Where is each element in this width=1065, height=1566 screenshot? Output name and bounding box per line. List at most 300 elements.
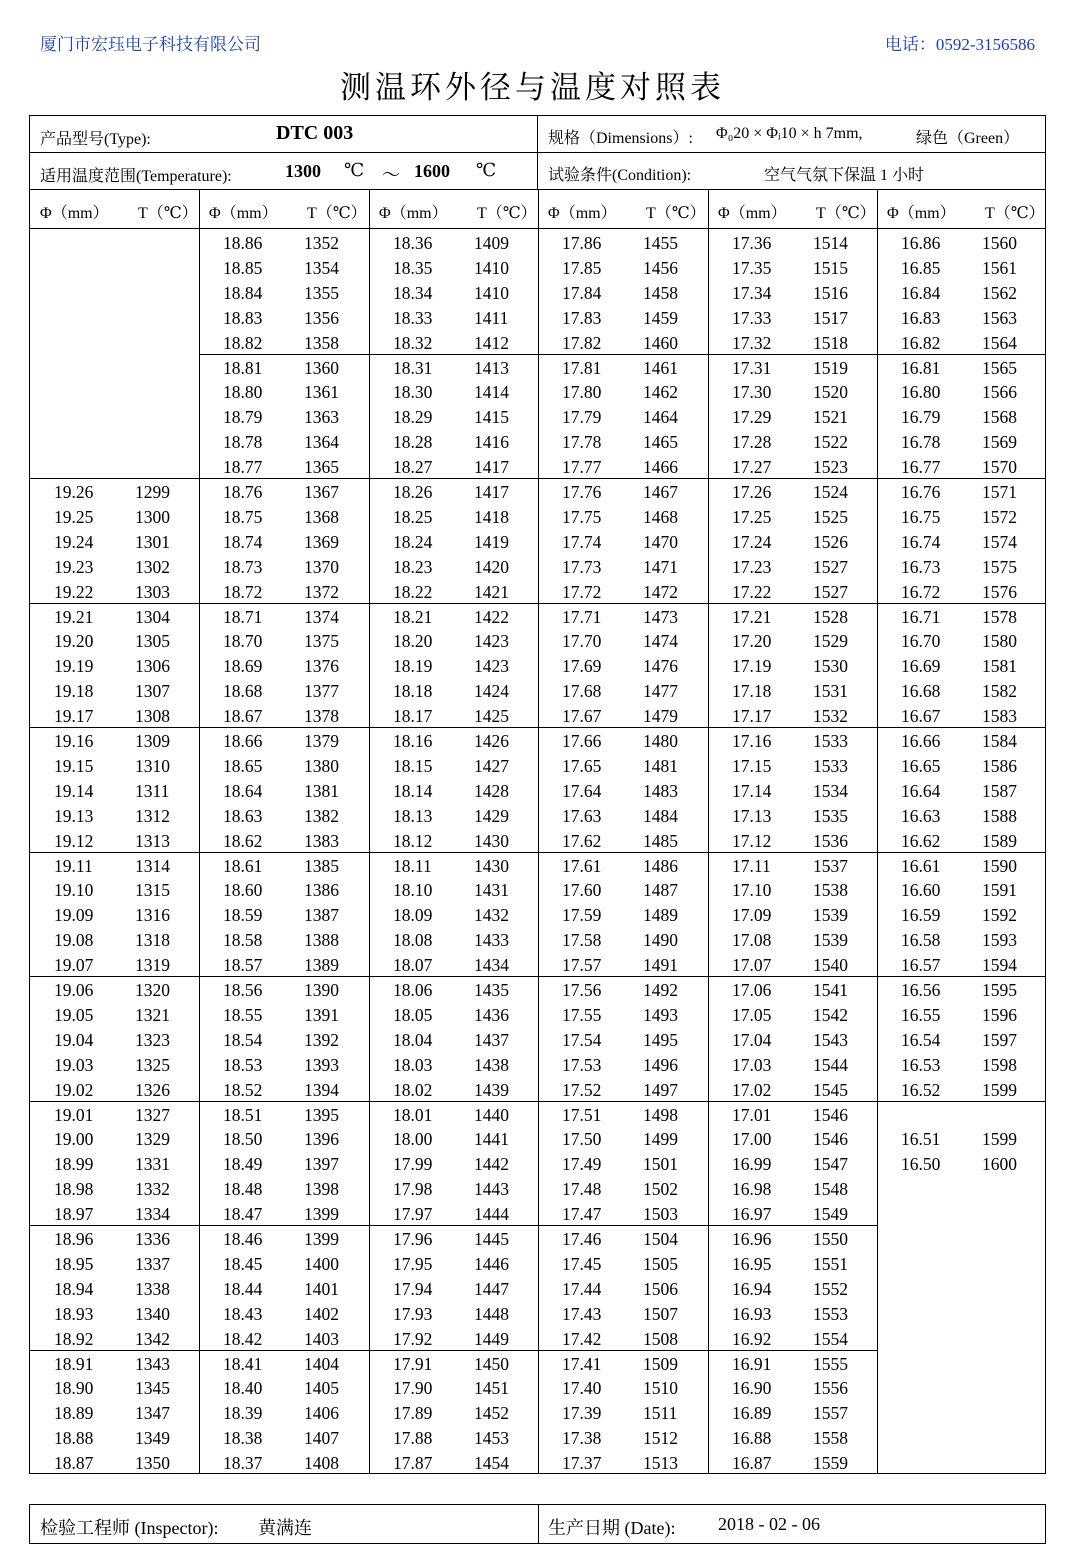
diameter-cell: 18.55	[223, 1004, 263, 1025]
temperature-cell: 1375	[304, 631, 339, 652]
row-group-separator	[708, 354, 877, 355]
temperature-cell: 1501	[643, 1154, 678, 1175]
diameter-cell: 16.98	[732, 1179, 772, 1200]
diameter-cell: 18.82	[223, 332, 263, 353]
diameter-cell: 17.48	[562, 1179, 602, 1200]
temperature-cell: 1412	[474, 332, 509, 353]
temperature-cell: 1586	[982, 755, 1017, 776]
row-group-separator	[877, 727, 1045, 728]
temperature-cell: 1555	[813, 1353, 848, 1374]
row-group-separator	[369, 1350, 538, 1351]
temperature-cell: 1399	[304, 1204, 339, 1225]
diameter-cell: 18.20	[393, 631, 433, 652]
temperature-cell: 1540	[813, 955, 848, 976]
column-divider	[369, 190, 370, 1473]
temperature-cell: 1596	[982, 1004, 1017, 1025]
temperature-cell: 1447	[474, 1278, 509, 1299]
temperature-cell: 1504	[643, 1229, 678, 1249]
temperature-cell: 1539	[813, 930, 848, 951]
temperature-cell: 1483	[643, 780, 678, 801]
diameter-cell: 17.59	[562, 905, 602, 926]
temperature-cell: 1345	[135, 1378, 170, 1399]
temperature-cell: 1417	[474, 457, 509, 478]
diameter-cell: 18.85	[223, 257, 263, 278]
temperature-cell: 1440	[474, 1104, 509, 1125]
diameter-cell: 18.77	[223, 457, 263, 478]
temperature-cell: 1484	[643, 805, 678, 826]
temperature-cell: 1319	[135, 955, 170, 976]
diameter-cell: 19.15	[54, 755, 94, 776]
temperature-cell: 1532	[813, 706, 848, 727]
temperature-cell: 1343	[135, 1353, 170, 1374]
diameter-cell: 17.42	[562, 1328, 602, 1349]
temperature-cell: 1391	[304, 1004, 339, 1025]
diameter-cell: 16.65	[901, 755, 941, 776]
diameter-cell: 16.74	[901, 531, 941, 552]
temperature-cell: 1410	[474, 282, 509, 303]
temperature-cell: 1583	[982, 706, 1017, 727]
diameter-cell: 16.70	[901, 631, 941, 652]
temperature-cell: 1467	[643, 482, 678, 502]
row-group-separator	[708, 727, 877, 728]
temperature-cell: 1400	[304, 1253, 339, 1274]
diameter-cell: 18.70	[223, 631, 263, 652]
temperature-cell: 1418	[474, 506, 509, 527]
diameter-cell: 18.66	[223, 731, 263, 751]
temperature-cell: 1406	[304, 1403, 339, 1424]
temperature-cell: 1588	[982, 805, 1017, 826]
temperature-cell: 1546	[813, 1129, 848, 1150]
diameter-cell: 18.07	[393, 955, 433, 976]
diameter-cell: 17.27	[732, 457, 772, 478]
temperature-cell: 1474	[643, 631, 678, 652]
diameter-cell: 16.64	[901, 780, 941, 801]
row-group-separator	[538, 852, 708, 853]
diameter-cell: 16.81	[901, 357, 941, 378]
diameter-cell: 19.26	[54, 482, 94, 502]
diameter-cell: 18.57	[223, 955, 263, 976]
temperature-cell: 1464	[643, 407, 678, 428]
diameter-cell: 18.49	[223, 1154, 263, 1175]
diameter-cell: 16.68	[901, 681, 941, 702]
temperature-cell: 1424	[474, 681, 509, 702]
row-group-separator	[538, 603, 708, 604]
diameter-cell: 18.95	[54, 1253, 94, 1274]
temperature-cell: 1570	[982, 457, 1017, 478]
temperature-cell: 1524	[813, 482, 848, 502]
temperature-cell: 1452	[474, 1403, 509, 1424]
temperature-cell: 1396	[304, 1129, 339, 1150]
temperature-cell: 1551	[813, 1253, 848, 1274]
temperature-cell: 1321	[135, 1004, 170, 1025]
temperature-cell: 1329	[135, 1129, 170, 1150]
diameter-cell: 18.39	[223, 1403, 263, 1424]
diameter-cell: 17.24	[732, 531, 772, 552]
temperature-cell: 1506	[643, 1278, 678, 1299]
temperature-cell: 1342	[135, 1328, 170, 1349]
temperature-cell: 1419	[474, 531, 509, 552]
temperature-cell: 1479	[643, 706, 678, 727]
diameter-cell: 18.75	[223, 506, 263, 527]
temperature-cell: 1442	[474, 1154, 509, 1175]
diameter-cell: 16.94	[732, 1278, 772, 1299]
temperature-cell: 1522	[813, 432, 848, 453]
temperature-cell: 1539	[813, 905, 848, 926]
diameter-cell: 18.15	[393, 755, 433, 776]
diameter-cell: 16.87	[732, 1453, 772, 1474]
diameter-cell: 16.97	[732, 1204, 772, 1225]
temperature-cell: 1315	[135, 880, 170, 901]
temperature-cell: 1398	[304, 1179, 339, 1200]
diameter-cell: 18.90	[54, 1378, 94, 1399]
diameter-cell: 17.15	[732, 755, 772, 776]
diameter-cell: 18.80	[223, 382, 263, 403]
row-group-separator	[538, 1225, 708, 1226]
temperature-cell: 1491	[643, 955, 678, 976]
diameter-cell: 17.20	[732, 631, 772, 652]
temperature-cell: 1430	[474, 855, 509, 876]
dimensions-label: 规格（Dimensions）:	[548, 130, 693, 147]
temperature-cell: 1473	[643, 606, 678, 627]
temperature-cell: 1560	[982, 233, 1017, 253]
temperature-cell: 1385	[304, 855, 339, 876]
diameter-cell: 17.03	[732, 1054, 772, 1075]
temperature-cell: 1477	[643, 681, 678, 702]
temperature-cell: 1303	[135, 581, 170, 602]
temperature-cell: 1425	[474, 706, 509, 727]
diameter-cell: 17.36	[732, 233, 772, 253]
temperature-cell: 1587	[982, 780, 1017, 801]
row-group-separator	[369, 1101, 538, 1102]
temperature-cell: 1378	[304, 706, 339, 727]
temperature-cell: 1459	[643, 307, 678, 328]
temperature-cell: 1591	[982, 880, 1017, 901]
row-group-separator	[30, 727, 199, 728]
diameter-cell: 17.22	[732, 581, 772, 602]
temperature-cell: 1462	[643, 382, 678, 403]
temperature-cell: 1528	[813, 606, 848, 627]
date-label: 生产日期 (Date):	[548, 1518, 676, 1538]
diameter-cell: 17.98	[393, 1179, 433, 1200]
column-header-phi: Φ（mm）	[209, 205, 278, 222]
diameter-cell: 18.42	[223, 1328, 263, 1349]
temperature-cell: 1593	[982, 930, 1017, 951]
temperature-cell: 1499	[643, 1129, 678, 1150]
temperature-cell: 1308	[135, 706, 170, 727]
diameter-cell: 18.19	[393, 656, 433, 677]
diameter-cell: 17.34	[732, 282, 772, 303]
temperature-cell: 1450	[474, 1353, 509, 1374]
temperature-cell: 1427	[474, 755, 509, 776]
column-header-temperature: T（℃）	[985, 205, 1045, 222]
column-header-temperature: T（℃）	[477, 205, 537, 222]
diameter-cell: 17.12	[732, 830, 772, 851]
diameter-cell: 18.25	[393, 506, 433, 527]
temperature-cell: 1309	[135, 731, 170, 751]
temperature-cell: 1354	[304, 257, 339, 278]
diameter-cell: 17.95	[393, 1253, 433, 1274]
diameter-cell: 18.08	[393, 930, 433, 951]
temperature-cell: 1422	[474, 606, 509, 627]
diameter-cell: 17.83	[562, 307, 602, 328]
diameter-cell: 19.07	[54, 955, 94, 976]
diameter-cell: 17.07	[732, 955, 772, 976]
diameter-cell: 18.93	[54, 1303, 94, 1324]
temperature-cell: 1558	[813, 1428, 848, 1449]
column-header-phi: Φ（mm）	[548, 205, 617, 222]
row-group-separator	[30, 1101, 199, 1102]
row-group-separator	[708, 852, 877, 853]
temperature-cell: 1314	[135, 855, 170, 876]
diameter-cell: 19.18	[54, 681, 94, 702]
diameter-cell: 17.23	[732, 556, 772, 577]
diameter-cell: 16.73	[901, 556, 941, 577]
diameter-cell: 18.51	[223, 1104, 263, 1125]
column-header-phi: Φ（mm）	[887, 205, 956, 222]
temperature-cell: 1490	[643, 930, 678, 951]
diameter-cell: 18.60	[223, 880, 263, 901]
temperature-cell: 1334	[135, 1204, 170, 1225]
row-group-separator	[538, 1101, 708, 1102]
diameter-cell: 17.55	[562, 1004, 602, 1025]
diameter-cell: 16.55	[901, 1004, 941, 1025]
diameter-cell: 19.25	[54, 506, 94, 527]
diameter-cell: 18.94	[54, 1278, 94, 1299]
temperature-cell: 1431	[474, 880, 509, 901]
diameter-cell: 17.82	[562, 332, 602, 353]
temperature-cell: 1599	[982, 1129, 1017, 1150]
diameter-cell: 17.28	[732, 432, 772, 453]
temperature-cell: 1349	[135, 1428, 170, 1449]
temperature-cell: 1429	[474, 805, 509, 826]
temperature-cell: 1460	[643, 332, 678, 353]
diameter-cell: 18.10	[393, 880, 433, 901]
diameter-cell: 19.08	[54, 930, 94, 951]
temperature-cell: 1546	[813, 1104, 848, 1125]
temperature-cell: 1377	[304, 681, 339, 702]
diameter-cell: 18.01	[393, 1104, 433, 1125]
temperature-cell: 1390	[304, 980, 339, 1000]
diameter-cell: 17.57	[562, 955, 602, 976]
temperature-cell: 1347	[135, 1403, 170, 1424]
temperature-cell: 1533	[813, 755, 848, 776]
diameter-cell: 17.52	[562, 1079, 602, 1100]
temperature-cell: 1537	[813, 855, 848, 876]
diameter-cell: 17.74	[562, 531, 602, 552]
diameter-cell: 18.54	[223, 1029, 263, 1050]
diameter-cell: 16.61	[901, 855, 941, 876]
temperature-cell: 1485	[643, 830, 678, 851]
diameter-cell: 18.43	[223, 1303, 263, 1324]
temperature-cell: 1336	[135, 1229, 170, 1249]
diameter-cell: 17.44	[562, 1278, 602, 1299]
diameter-cell: 18.61	[223, 855, 263, 876]
diameter-cell: 18.28	[393, 432, 433, 453]
diameter-cell: 18.98	[54, 1179, 94, 1200]
diameter-cell: 18.71	[223, 606, 263, 627]
diameter-cell: 16.76	[901, 482, 941, 502]
temperature-cell: 1531	[813, 681, 848, 702]
column-divider	[199, 190, 200, 1473]
temperature-cell: 1388	[304, 930, 339, 951]
diameter-cell: 17.32	[732, 332, 772, 353]
temperature-cell: 1417	[474, 482, 509, 502]
diameter-cell: 17.96	[393, 1229, 433, 1249]
temperature-cell: 1446	[474, 1253, 509, 1274]
diameter-cell: 18.09	[393, 905, 433, 926]
diameter-cell: 18.48	[223, 1179, 263, 1200]
temperature-cell: 1476	[643, 656, 678, 677]
temperature-cell: 1511	[643, 1403, 678, 1424]
row-group-separator	[708, 1101, 877, 1102]
temperature-cell: 1397	[304, 1154, 339, 1175]
temperature-cell: 1507	[643, 1303, 678, 1324]
diameter-cell: 16.59	[901, 905, 941, 926]
diameter-cell: 18.62	[223, 830, 263, 851]
temperature-cell: 1465	[643, 432, 678, 453]
info-row-temperature	[30, 153, 1045, 190]
temperature-cell: 1402	[304, 1303, 339, 1324]
temperature-cell: 1416	[474, 432, 509, 453]
diameter-cell: 16.66	[901, 731, 941, 751]
temperature-cell: 1332	[135, 1179, 170, 1200]
temperature-cell: 1542	[813, 1004, 848, 1025]
diameter-cell: 16.57	[901, 955, 941, 976]
diameter-cell: 18.29	[393, 407, 433, 428]
diameter-cell: 19.05	[54, 1004, 94, 1025]
inspector-name: 黄满连	[258, 1518, 312, 1538]
diameter-cell: 18.12	[393, 830, 433, 851]
diameter-cell: 19.17	[54, 706, 94, 727]
temperature-cell: 1548	[813, 1179, 848, 1200]
temperature-cell: 1331	[135, 1154, 170, 1175]
diameter-cell: 17.89	[393, 1403, 433, 1424]
temperature-cell: 1444	[474, 1204, 509, 1225]
temperature-cell: 1520	[813, 382, 848, 403]
diameter-cell: 17.79	[562, 407, 602, 428]
diameter-cell: 18.96	[54, 1229, 94, 1249]
diameter-cell: 17.73	[562, 556, 602, 577]
temperature-cell: 1435	[474, 980, 509, 1000]
diameter-cell: 17.29	[732, 407, 772, 428]
diameter-cell: 18.18	[393, 681, 433, 702]
temperature-cell: 1380	[304, 755, 339, 776]
row-group-separator	[30, 852, 199, 853]
diameter-cell: 17.61	[562, 855, 602, 876]
diameter-cell: 17.66	[562, 731, 602, 751]
diameter-cell: 17.37	[562, 1453, 602, 1474]
diameter-cell: 19.01	[54, 1104, 94, 1125]
temperature-cell: 1566	[982, 382, 1017, 403]
diameter-cell: 18.02	[393, 1079, 433, 1100]
diameter-cell: 18.35	[393, 257, 433, 278]
diameter-cell: 18.00	[393, 1129, 433, 1150]
diameter-cell: 18.78	[223, 432, 263, 453]
diameter-cell: 16.88	[732, 1428, 772, 1449]
column-divider	[877, 190, 878, 1473]
temperature-cell: 1598	[982, 1054, 1017, 1075]
temperature-cell: 1458	[643, 282, 678, 303]
diameter-cell: 19.03	[54, 1054, 94, 1075]
row-group-separator	[708, 976, 877, 977]
temperature-cell: 1327	[135, 1104, 170, 1125]
type-value: DTC 003	[276, 122, 354, 144]
temperature-cell: 1411	[474, 307, 509, 328]
diameter-cell: 16.79	[901, 407, 941, 428]
temperature-cell: 1409	[474, 233, 509, 253]
temperature-cell: 1376	[304, 656, 339, 677]
dimensions-value: Φ₀20 × Φᵢ10 × h 7mm,	[716, 125, 863, 142]
diameter-cell: 17.81	[562, 357, 602, 378]
diameter-cell: 18.89	[54, 1403, 94, 1424]
temperature-cell: 1595	[982, 980, 1017, 1000]
diameter-cell: 17.16	[732, 731, 772, 751]
document-title: 测温环外径与温度对照表	[340, 70, 725, 105]
temperature-cell: 1350	[135, 1453, 170, 1474]
row-group-separator	[877, 354, 1045, 355]
diameter-cell: 18.52	[223, 1079, 263, 1100]
diameter-cell: 17.64	[562, 780, 602, 801]
temperature-cell: 1374	[304, 606, 339, 627]
temperature-cell: 1552	[813, 1278, 848, 1299]
temperature-cell: 1568	[982, 407, 1017, 428]
diameter-cell: 17.50	[562, 1129, 602, 1150]
diameter-cell: 17.30	[732, 382, 772, 403]
temperature-cell: 1574	[982, 531, 1017, 552]
temperature-cell: 1559	[813, 1453, 848, 1474]
temperature-cell: 1472	[643, 581, 678, 602]
temperature-cell: 1325	[135, 1054, 170, 1075]
temperature-cell: 1575	[982, 556, 1017, 577]
temperature-cell: 1480	[643, 731, 678, 751]
temperature-cell: 1372	[304, 581, 339, 602]
temperature-cell: 1549	[813, 1204, 848, 1225]
temperature-cell: 1302	[135, 556, 170, 577]
phone-number: 电话：0592-3156586	[884, 35, 1035, 54]
diameter-cell: 17.04	[732, 1029, 772, 1050]
temperature-cell: 1594	[982, 955, 1017, 976]
diameter-cell: 16.51	[901, 1129, 941, 1150]
diameter-cell: 19.13	[54, 805, 94, 826]
temperature-cell: 1554	[813, 1328, 848, 1349]
diameter-cell: 18.17	[393, 706, 433, 727]
footer-row	[29, 1504, 1046, 1544]
temperature-cell: 1395	[304, 1104, 339, 1125]
column-divider	[538, 190, 539, 1473]
row-group-separator	[369, 603, 538, 604]
temperature-cell: 1492	[643, 980, 678, 1000]
temperature-cell: 1578	[982, 606, 1017, 627]
temperature-cell: 1306	[135, 656, 170, 677]
diameter-cell: 16.83	[901, 307, 941, 328]
diameter-cell: 18.37	[223, 1453, 263, 1474]
diameter-cell: 17.56	[562, 980, 602, 1000]
row-group-separator	[199, 603, 369, 604]
temperature-cell: 1414	[474, 382, 509, 403]
diameter-cell: 17.09	[732, 905, 772, 926]
temperature-cell: 1503	[643, 1204, 678, 1225]
diameter-cell: 17.19	[732, 656, 772, 677]
diameter-cell: 16.52	[901, 1079, 941, 1100]
temperature-cell: 1369	[304, 531, 339, 552]
temperature-cell: 1470	[643, 531, 678, 552]
diameter-cell: 17.54	[562, 1029, 602, 1050]
temperature-cell: 1432	[474, 905, 509, 926]
diameter-cell: 17.67	[562, 706, 602, 727]
diameter-cell: 19.19	[54, 656, 94, 677]
diameter-cell: 17.84	[562, 282, 602, 303]
diameter-cell: 16.93	[732, 1303, 772, 1324]
